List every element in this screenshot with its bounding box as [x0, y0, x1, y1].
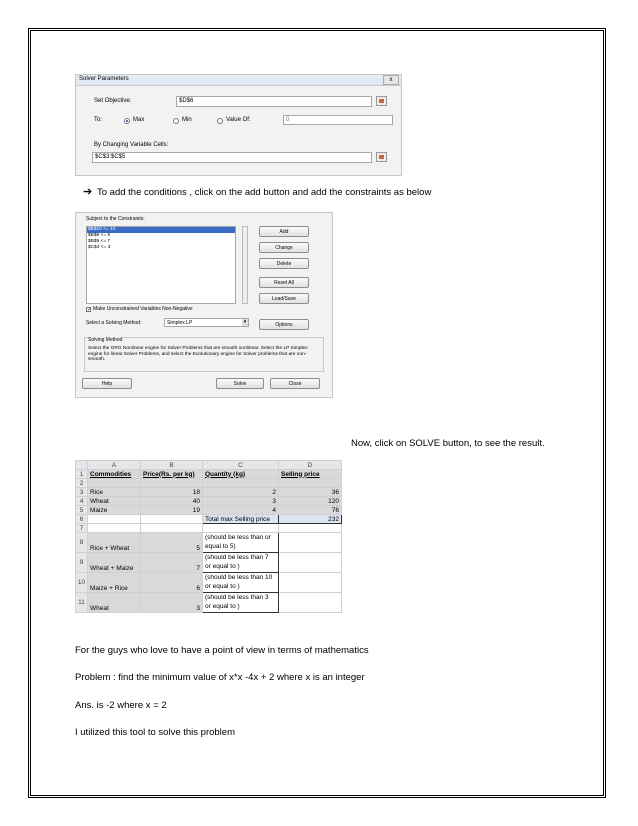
row-number: 8 — [76, 533, 88, 553]
column-header[interactable]: B — [141, 461, 203, 470]
table-row — [76, 470, 342, 479]
cell[interactable]: Commodities — [88, 470, 141, 479]
cell[interactable] — [279, 593, 342, 613]
unconstrained-label: Make Unconstrained Variables Non-Negative — [93, 306, 193, 312]
min-label: Min — [182, 117, 192, 123]
solving-method-group — [84, 337, 324, 372]
cell[interactable]: Total max Selling price — [203, 515, 279, 524]
cell[interactable]: Wheat + Maize — [88, 553, 141, 573]
collapse-dialog-icon[interactable] — [376, 96, 387, 106]
constraints-dialog — [75, 212, 333, 398]
cell[interactable]: Quantity (kg) — [203, 470, 279, 479]
cell[interactable] — [88, 524, 141, 533]
delete-button[interactable]: Delete — [259, 258, 309, 269]
unconstrained-checkbox[interactable]: ✓ — [87, 307, 92, 313]
cell[interactable]: Maize + Rice — [88, 573, 141, 593]
objective-input[interactable]: $D$6 — [176, 96, 372, 107]
cell[interactable]: 18 — [141, 488, 203, 497]
cell[interactable]: 120 — [279, 497, 342, 506]
table-row — [76, 524, 342, 533]
to-label: To: — [94, 117, 103, 123]
set-objective-label: Set Objective: — [94, 98, 132, 104]
cell[interactable] — [88, 479, 141, 488]
cell[interactable]: Wheat — [88, 593, 141, 613]
instruction-text: To add the conditions , click on the add button and add the constraints as below — [97, 187, 432, 198]
cell[interactable] — [203, 479, 279, 488]
max-label: Max — [133, 117, 145, 123]
cell[interactable]: Selling price — [279, 470, 342, 479]
cell[interactable]: 76 — [279, 506, 342, 515]
solver-parameters-dialog — [75, 74, 402, 176]
table-row — [76, 497, 342, 506]
cell[interactable] — [203, 524, 279, 533]
options-button[interactable]: Options — [259, 319, 309, 330]
row-number: 11 — [76, 593, 88, 613]
column-header-row — [76, 461, 342, 470]
table-row — [76, 593, 342, 613]
scrollbar[interactable] — [242, 226, 248, 304]
corner-cell — [76, 461, 88, 470]
cell[interactable] — [88, 515, 141, 524]
cell[interactable] — [279, 533, 342, 553]
row-number: 7 — [76, 524, 88, 533]
row-number: 6 — [76, 515, 88, 524]
spreadsheet — [75, 460, 342, 613]
table-row — [76, 515, 342, 524]
changing-cells-input[interactable]: $C$3:$C$5 — [92, 152, 372, 163]
value-of-label: Value Of: — [226, 117, 251, 123]
cell[interactable]: 6 — [141, 573, 203, 593]
paragraph: For the guys who love to have a point of view in terms of mathematics — [75, 645, 369, 656]
table-row — [76, 506, 342, 515]
cell[interactable]: 2 — [203, 488, 279, 497]
table-row — [76, 488, 342, 497]
dialog-title: Solver Parameters — [79, 76, 129, 82]
help-button[interactable]: Help — [82, 378, 132, 389]
paragraph: I utilized this tool to solve this problem — [75, 727, 235, 738]
cell[interactable]: 5 — [141, 533, 203, 553]
value-of-input[interactable]: 0 — [283, 115, 393, 125]
solving-method-text: Select the GRG Nonlinear engine for Solver Problems that are smooth nonlinear. Select the LP Simplex engine for linear Solver Problems, and select the Evolutionary engine for Solver problems that are non-smooth. — [88, 346, 308, 362]
chevron-down-icon[interactable]: ▾ — [243, 319, 247, 325]
change-button[interactable]: Change — [259, 242, 309, 253]
cell[interactable]: (should be less than 3 or equal to ) — [203, 593, 279, 613]
row-number: 4 — [76, 497, 88, 506]
cell[interactable]: Rice + Wheat — [88, 533, 141, 553]
constraints-list[interactable] — [86, 226, 236, 304]
cell[interactable] — [279, 553, 342, 573]
table-row — [76, 479, 342, 488]
changing-cells-label: By Changing Variable Cells: — [94, 142, 169, 148]
cell[interactable]: 4 — [203, 506, 279, 515]
close-icon[interactable]: x — [383, 75, 399, 85]
cell[interactable] — [141, 479, 203, 488]
method-label: Select a Solving Method: — [86, 320, 142, 326]
list-item[interactable]: $B$10 <= 10 — [87, 227, 235, 233]
cell[interactable]: 19 — [141, 506, 203, 515]
cell[interactable]: 3 — [141, 593, 203, 613]
paragraph: Ans. is -2 where x = 2 — [75, 700, 167, 711]
dialog-titlebar — [76, 75, 401, 86]
list-item[interactable]: $C$4 <= 3 — [88, 245, 111, 250]
cell[interactable]: Rice — [88, 488, 141, 497]
column-header[interactable]: A — [88, 461, 141, 470]
cell[interactable]: 36 — [279, 488, 342, 497]
cell[interactable]: 232 — [279, 515, 342, 524]
cell[interactable] — [279, 524, 342, 533]
row-number: 5 — [76, 506, 88, 515]
column-header[interactable]: D — [279, 461, 342, 470]
cell[interactable]: (should be less than 10 or equal to ) — [203, 573, 279, 593]
table-row — [76, 533, 342, 553]
table-row — [76, 553, 342, 573]
table-row — [76, 573, 342, 593]
cell[interactable] — [279, 573, 342, 593]
method-select[interactable]: Simplex LP — [164, 318, 249, 327]
list-item[interactable]: $B$9 <= 7 — [88, 239, 111, 244]
cell[interactable]: 40 — [141, 497, 203, 506]
cell[interactable]: 7 — [141, 553, 203, 573]
value-of-radio[interactable] — [217, 118, 223, 124]
row-number: 1 — [76, 470, 88, 479]
row-number: 2 — [76, 479, 88, 488]
cell[interactable] — [141, 524, 203, 533]
subject-label: Subject to the Constraints: — [86, 216, 145, 222]
row-number: 10 — [76, 573, 88, 593]
reset-all-button[interactable]: Reset All — [259, 277, 309, 288]
close-button[interactable]: Close — [270, 378, 320, 389]
cell[interactable] — [141, 515, 203, 524]
row-number: 3 — [76, 488, 88, 497]
cell[interactable]: (should be less than 7 or equal to ) — [203, 553, 279, 573]
solving-method-title: Solving Method — [88, 337, 123, 343]
cell[interactable]: Maize — [88, 506, 141, 515]
arrow-icon: ➔ — [83, 186, 93, 198]
now-instruction: Now, click on SOLVE button, to see the result. — [351, 438, 545, 449]
max-radio[interactable] — [124, 118, 130, 124]
add-button[interactable]: Add — [259, 226, 309, 237]
solve-button[interactable]: Solve — [216, 378, 264, 389]
min-radio[interactable] — [173, 118, 179, 124]
column-header[interactable]: C — [203, 461, 279, 470]
cell[interactable]: 3 — [203, 497, 279, 506]
cell[interactable]: Wheat — [88, 497, 141, 506]
load-save-button[interactable]: Load/Save — [259, 293, 309, 304]
cell[interactable]: (should be less than or equal to 5) — [203, 533, 279, 553]
list-item[interactable]: $B$8 <= 5 — [88, 233, 111, 238]
row-number: 9 — [76, 553, 88, 573]
paragraph: Problem : find the minimum value of x*x -4x + 2 where x is an integer — [75, 672, 365, 683]
cell[interactable] — [279, 479, 342, 488]
collapse-dialog-icon[interactable] — [376, 152, 387, 162]
cell[interactable]: Price(Rs. per kg) — [141, 470, 203, 479]
